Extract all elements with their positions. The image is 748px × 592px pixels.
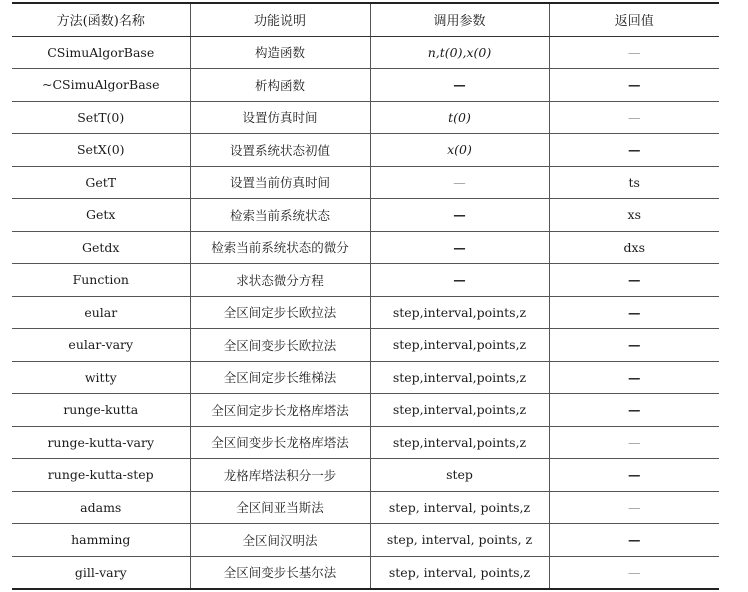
method-name-cell: Getx bbox=[12, 199, 190, 232]
table-row bbox=[12, 329, 719, 362]
parameters-cell: — bbox=[370, 231, 549, 264]
description-cell: 全区间汉明法 bbox=[190, 524, 370, 557]
table-body bbox=[12, 36, 719, 589]
method-name-cell: ~CSimuAlgorBase bbox=[12, 69, 190, 102]
parameters-cell: step,interval,points,z bbox=[370, 296, 549, 329]
header-method-name: 方法(函数)名称 bbox=[12, 3, 190, 36]
description-cell: 设置当前仿真时间 bbox=[190, 166, 370, 199]
header-return-value: 返回值 bbox=[549, 3, 719, 36]
description-cell: 检索当前系统状态的微分 bbox=[190, 231, 370, 264]
parameters-cell: x(0) bbox=[370, 134, 549, 167]
table-row bbox=[12, 199, 719, 232]
return-value-cell: — bbox=[549, 296, 719, 329]
method-table bbox=[12, 2, 719, 590]
parameters-cell: step,interval,points,z bbox=[370, 394, 549, 427]
method-table-container bbox=[12, 2, 719, 590]
parameters-cell: step, interval, points,z bbox=[370, 556, 549, 589]
return-value-cell: — bbox=[549, 264, 719, 297]
parameters-cell: — bbox=[370, 69, 549, 102]
parameters-cell: — bbox=[370, 199, 549, 232]
return-value-cell: — bbox=[549, 556, 719, 589]
parameters-cell: step, interval, points,z bbox=[370, 491, 549, 524]
return-value-cell: xs bbox=[549, 199, 719, 232]
description-cell: 全区间定步长欧拉法 bbox=[190, 296, 370, 329]
header-row bbox=[12, 3, 719, 36]
table-row bbox=[12, 491, 719, 524]
method-name-cell: CSimuAlgorBase bbox=[12, 36, 190, 69]
description-cell: 全区间定步长维梯法 bbox=[190, 361, 370, 394]
parameters-cell: — bbox=[370, 264, 549, 297]
method-name-cell: runge-kutta-vary bbox=[12, 426, 190, 459]
table-row bbox=[12, 36, 719, 69]
parameters-cell: step, interval, points, z bbox=[370, 524, 549, 557]
table-row bbox=[12, 231, 719, 264]
return-value-cell: — bbox=[549, 69, 719, 102]
description-cell: 设置系统状态初值 bbox=[190, 134, 370, 167]
table-row bbox=[12, 166, 719, 199]
return-value-cell: — bbox=[549, 524, 719, 557]
parameters-cell: step bbox=[370, 459, 549, 492]
method-name-cell: SetX(0) bbox=[12, 134, 190, 167]
method-name-cell: Function bbox=[12, 264, 190, 297]
table-row bbox=[12, 394, 719, 427]
return-value-cell: — bbox=[549, 134, 719, 167]
description-cell: 全区间变步长基尔法 bbox=[190, 556, 370, 589]
table-row bbox=[12, 556, 719, 589]
method-name-cell: witty bbox=[12, 361, 190, 394]
description-cell: 求状态微分方程 bbox=[190, 264, 370, 297]
return-value-cell: ts bbox=[549, 166, 719, 199]
return-value-cell: — bbox=[549, 329, 719, 362]
parameters-cell: t(0) bbox=[370, 101, 549, 134]
method-name-cell: runge-kutta-step bbox=[12, 459, 190, 492]
description-cell: 龙格库塔法积分一步 bbox=[190, 459, 370, 492]
parameters-cell: step,interval,points,z bbox=[370, 426, 549, 459]
return-value-cell: — bbox=[549, 101, 719, 134]
table-row bbox=[12, 101, 719, 134]
return-value-cell: — bbox=[549, 459, 719, 492]
return-value-cell: — bbox=[549, 361, 719, 394]
method-name-cell: runge-kutta bbox=[12, 394, 190, 427]
parameters-cell: step,interval,points,z bbox=[370, 329, 549, 362]
description-cell: 全区间变步长龙格库塔法 bbox=[190, 426, 370, 459]
description-cell: 全区间定步长龙格库塔法 bbox=[190, 394, 370, 427]
table-row bbox=[12, 296, 719, 329]
description-cell: 全区间亚当斯法 bbox=[190, 491, 370, 524]
method-name-cell: Getdx bbox=[12, 231, 190, 264]
table-row bbox=[12, 264, 719, 297]
return-value-cell: — bbox=[549, 491, 719, 524]
parameters-cell: — bbox=[370, 166, 549, 199]
return-value-cell: — bbox=[549, 426, 719, 459]
return-value-cell: dxs bbox=[549, 231, 719, 264]
method-name-cell: eular bbox=[12, 296, 190, 329]
return-value-cell: — bbox=[549, 394, 719, 427]
header-parameters: 调用参数 bbox=[370, 3, 549, 36]
header-description: 功能说明 bbox=[190, 3, 370, 36]
description-cell: 检索当前系统状态 bbox=[190, 199, 370, 232]
description-cell: 设置仿真时间 bbox=[190, 101, 370, 134]
method-name-cell: gill-vary bbox=[12, 556, 190, 589]
table-row bbox=[12, 134, 719, 167]
table-row bbox=[12, 524, 719, 557]
description-cell: 全区间变步长欧拉法 bbox=[190, 329, 370, 362]
method-name-cell: GetT bbox=[12, 166, 190, 199]
parameters-cell: step,interval,points,z bbox=[370, 361, 549, 394]
method-name-cell: hamming bbox=[12, 524, 190, 557]
parameters-cell: n,t(0),x(0) bbox=[370, 36, 549, 69]
table-row bbox=[12, 361, 719, 394]
return-value-cell: — bbox=[549, 36, 719, 69]
method-name-cell: SetT(0) bbox=[12, 101, 190, 134]
table-header bbox=[12, 3, 719, 36]
description-cell: 析构函数 bbox=[190, 69, 370, 102]
method-name-cell: adams bbox=[12, 491, 190, 524]
table-row bbox=[12, 459, 719, 492]
method-name-cell: eular-vary bbox=[12, 329, 190, 362]
table-row bbox=[12, 69, 719, 102]
description-cell: 构造函数 bbox=[190, 36, 370, 69]
table-row bbox=[12, 426, 719, 459]
